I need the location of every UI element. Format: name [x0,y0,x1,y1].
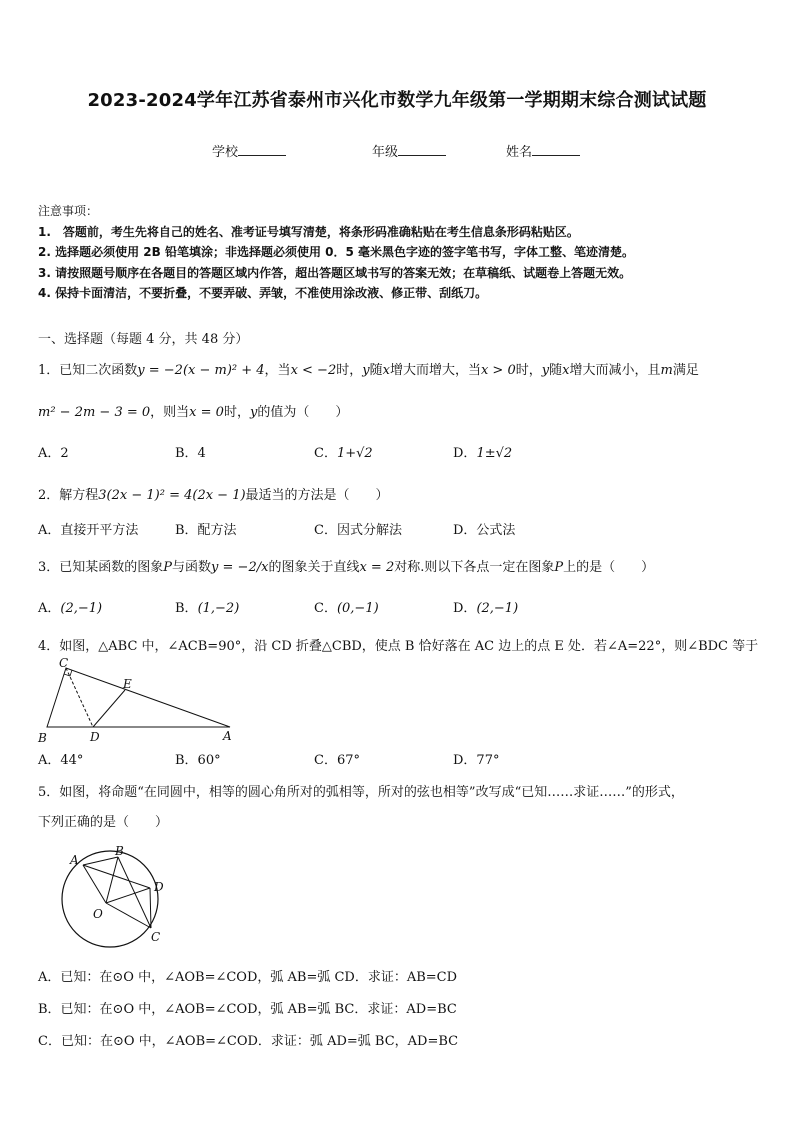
q1-option-a: A．2 [38,446,69,461]
question-1-line-1: 1．已知二次函数y = −2(x − m)² + 4，当x < −2时，y随x增大而增大，当x > 0时，y随x增大而减小，且m满足 [38,363,699,378]
question-1-line-2: m² − 2m − 3 = 0，则当x = 0时，y的值为（ ） [38,405,349,420]
school-field: 学校 [212,141,286,160]
note-item: 2. 选择题必须使用 2B 铅笔填涂；非选择题必须使用 0．5 毫米黑色字迹的签字笔书写，字体工整、笔迹清楚。 [38,245,634,259]
q1-option-b: B．4 [175,446,206,461]
q5-option-b: B．已知：在⊙O 中，∠AOB=∠COD，弧 AB=弧 BC．求证：AD=BC [38,1002,457,1017]
question-2: 2．解方程3(2x − 1)² = 4(2x − 1)最适当的方法是（ ） [38,488,389,503]
question-5-line-1: 5．如图，将命题“在同圆中，相等的圆心角所对的弧相等，所对的弦也相等”改写成“已知……求证……”的形式， [38,785,684,800]
section-heading: 一、选择题（每题 4 分，共 48 分） [38,332,249,347]
label-a: A [70,853,79,867]
grade-field: 年级 [372,141,446,160]
label-c: C [151,930,161,944]
question-5-line-2: 下列正确的是（ ） [38,815,169,830]
q2-option-b: B．配方法 [175,523,237,538]
label-d: D [90,730,100,744]
q2-option-c: C．因式分解法 [314,523,402,538]
q3-option-d: D．(2,−1) [453,601,519,616]
label-o: O [93,907,103,921]
q4-option-a: A．44° [38,753,84,768]
name-field: 姓名 [506,141,580,160]
label-d: D [154,880,164,894]
q4-option-b: B．60° [175,753,221,768]
q3-option-b: B．(1,−2) [175,601,240,616]
q2-option-a: A．直接开平方法 [38,523,139,538]
label-e: E [123,677,132,691]
label-b: B [38,731,47,745]
note-item: 1. 答题前，考生先将自己的姓名、准考证号填写清楚，将条形码准确粘贴在考生信息条形码粘贴区。 [38,224,579,239]
q3-option-a: A．(2,−1) [38,601,103,616]
q3-option-c: C．(0,−1) [314,601,379,616]
question-3: 3．已知某函数的图象P与函数y = −2/x的图象关于直线x = 2对称.则以下各点一定在图象P上的是（ ） [38,560,655,575]
page-title: 2023-2024学年江苏省泰州市兴化市数学九年级第一学期期末综合测试试题 [87,90,707,111]
circle-figure [56,843,180,955]
q1-option-c: C．1+√2 [314,446,373,461]
label-c: C [59,656,69,670]
notes-heading: 注意事项： [38,204,99,218]
note-item: 3. 请按照题号顺序在各题目的答题区域内作答，超出答题区域书写的答案无效；在草稿纸、试题卷上答题无效。 [38,265,632,280]
notes [38,201,634,304]
triangle-figure [30,654,250,746]
q4-option-d: D．77° [453,753,500,768]
label-a: A [223,729,232,743]
q5-option-c: C．已知：在⊙O 中，∠AOB=∠COD．求证：弧 AD=弧 BC，AD=BC [38,1034,459,1049]
q2-option-d: D．公式法 [453,523,516,538]
q1-option-d: D．1±√2 [453,446,513,461]
q5-option-a: A．已知：在⊙O 中，∠AOB=∠COD，弧 AB=弧 CD．求证：AB=CD [38,970,458,985]
q4-option-c: C．67° [314,753,360,768]
label-b: B [115,844,124,858]
question-4: 4．如图，△ABC 中，∠ACB=90°，沿 CD 折叠△CBD，使点 B 恰好落在 AC 边上的点 E 处．若∠A=22°，则∠BDC 等于 [38,639,759,654]
note-item: 4. 保持卡面清洁，不要折叠，不要弄破、弄皱，不准使用涂改液、修正带、刮纸刀。 [38,286,488,300]
